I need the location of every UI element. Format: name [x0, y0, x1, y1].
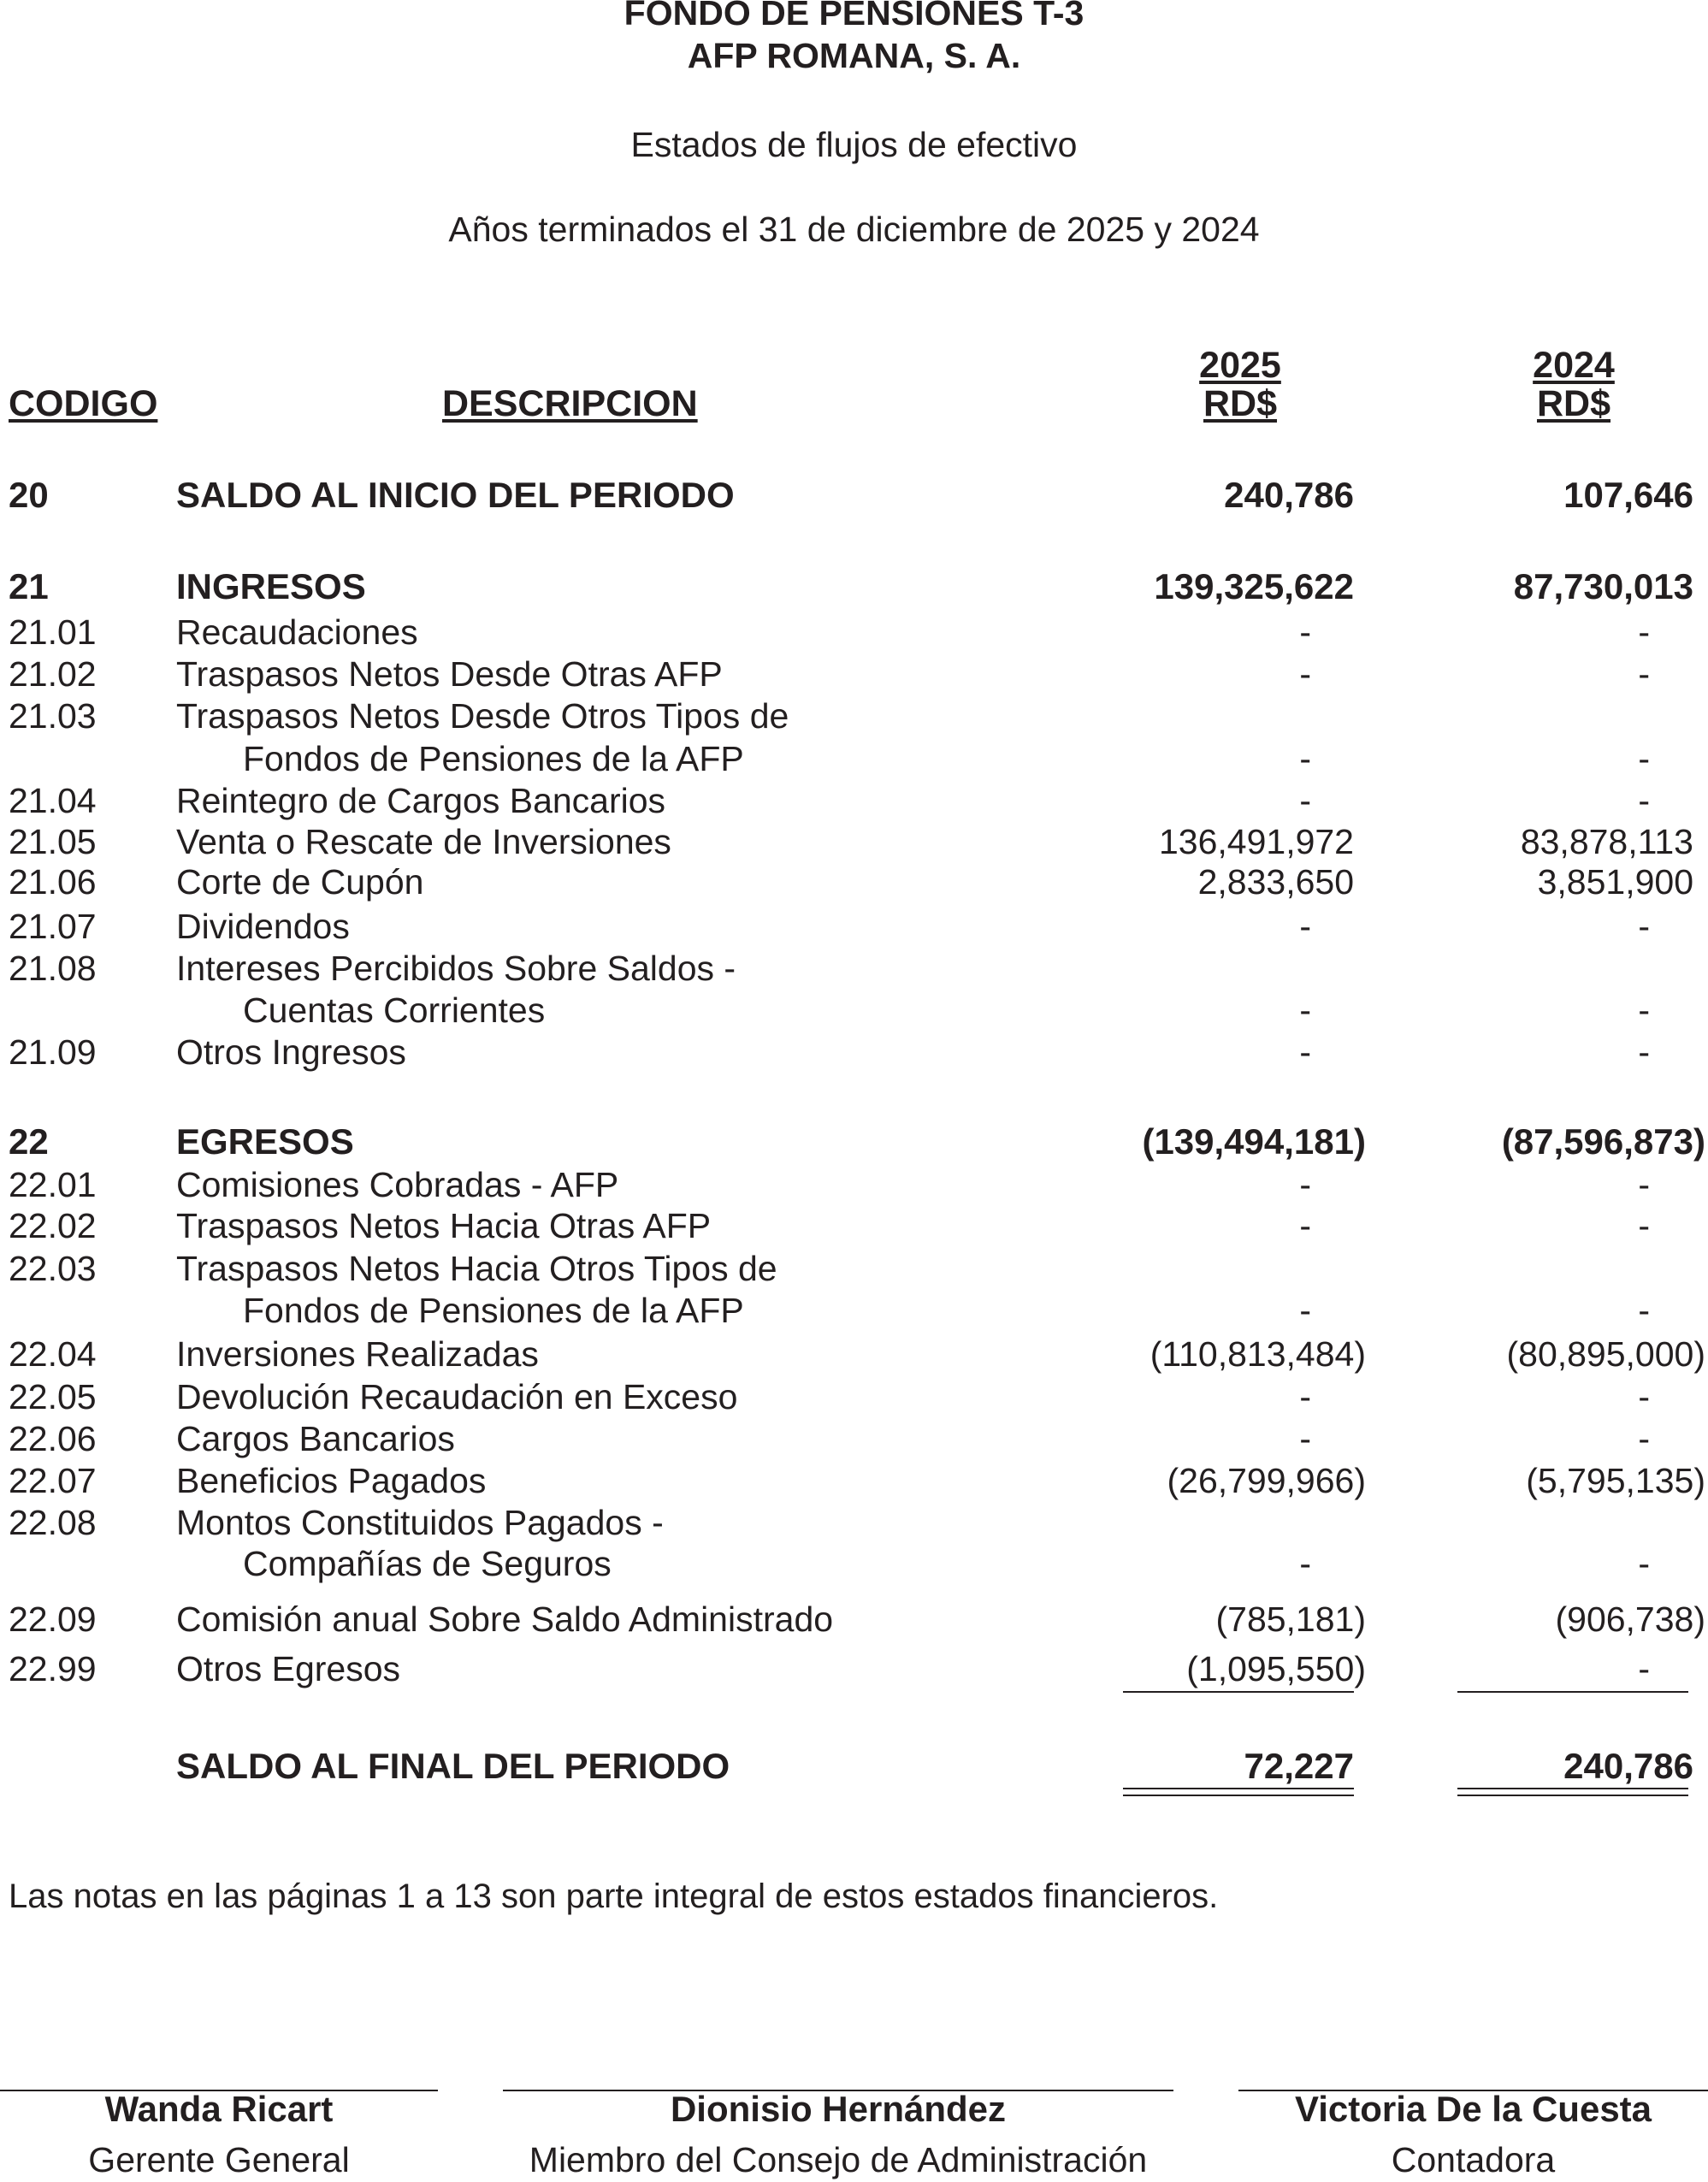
column-header-year-2024: 2024	[1533, 345, 1615, 386]
row-code: 21	[9, 566, 49, 606]
row-21-07	[0, 905, 1708, 948]
row-code: 22.01	[9, 1165, 97, 1204]
row-description: SALDO AL INICIO DEL PERIODO	[176, 475, 735, 515]
row-22-07	[0, 1459, 1708, 1502]
company-name: AFP ROMANA, S. A.	[687, 36, 1021, 75]
row-description: Traspasos Netos Desde Otras AFP	[176, 654, 723, 694]
row-21-03	[0, 695, 1708, 737]
value-2025: -	[1299, 1419, 1311, 1458]
subtotal-underline-2024	[1457, 1691, 1688, 1693]
row-description: Reintegro de Cargos Bancarios	[176, 781, 666, 820]
row-code: 21.08	[9, 949, 97, 988]
row-code: 21.09	[9, 1032, 97, 1072]
row-code: 22.04	[9, 1334, 97, 1374]
footnote: Las notas en las páginas 1 a 13 son parte integral de estos estados financieros.	[9, 1877, 1219, 1915]
value-2024: -	[1638, 1206, 1650, 1245]
row-21-03-continued	[0, 737, 1708, 780]
row-21-08	[0, 947, 1708, 990]
row-description-continued: Cuentas Corrientes	[243, 990, 546, 1030]
row-description: Traspasos Netos Hacia Otras AFP	[176, 1206, 712, 1245]
row-egresos	[0, 1121, 1708, 1163]
row-description: Otros Egresos	[176, 1649, 401, 1688]
row-description: Devolución Recaudación en Exceso	[176, 1377, 738, 1416]
row-22-01	[0, 1163, 1708, 1206]
row-description: Recaudaciones	[176, 612, 418, 652]
row-code: 22	[9, 1121, 49, 1162]
row-22-08-continued	[0, 1542, 1708, 1585]
value-2024: 3,851,900	[1537, 862, 1693, 902]
value-2025: -	[1299, 1165, 1311, 1204]
row-22-06	[0, 1417, 1708, 1460]
row-21-09	[0, 1031, 1708, 1073]
value-2024: -	[1638, 1544, 1650, 1583]
value-2024: -	[1638, 654, 1650, 694]
fund-title: FONDO DE PENSIONES T-3	[624, 0, 1084, 33]
value-2025: (110,813,484)	[1150, 1334, 1366, 1374]
value-2025: 72,227	[1244, 1746, 1354, 1786]
row-description: Dividendos	[176, 907, 350, 946]
row-22-99	[0, 1647, 1708, 1690]
row-description: SALDO AL FINAL DEL PERIODO	[176, 1746, 730, 1786]
value-2025: -	[1299, 612, 1311, 652]
value-2025: -	[1299, 1032, 1311, 1072]
total-double-underline-2024-a	[1457, 1788, 1688, 1789]
value-2024: -	[1638, 1649, 1650, 1688]
row-22-02	[0, 1204, 1708, 1247]
row-description: Comisión anual Sobre Saldo Administrado	[176, 1600, 834, 1639]
column-header-description: DESCRIPCION	[442, 383, 698, 424]
row-code: 21.01	[9, 612, 97, 652]
row-description: Comisiones Cobradas - AFP	[176, 1165, 619, 1204]
row-code: 22.08	[9, 1503, 97, 1542]
value-2024: -	[1638, 1165, 1650, 1204]
row-code: 21.02	[9, 654, 97, 694]
period-subtitle: Años terminados el 31 de diciembre de 2025 y 2024	[448, 210, 1260, 249]
total-double-underline-2025-b	[1123, 1795, 1354, 1796]
value-2025: -	[1299, 907, 1311, 946]
value-2024: -	[1638, 739, 1650, 778]
total-double-underline-2024-b	[1457, 1795, 1688, 1796]
signatory-name-3: Victoria De la Cuesta	[1294, 2089, 1652, 2129]
row-description-continued: Compañías de Seguros	[243, 1544, 612, 1583]
value-2024: -	[1638, 907, 1650, 946]
value-2024: -	[1638, 1291, 1650, 1330]
row-code: 22.02	[9, 1206, 97, 1245]
row-description: Traspasos Netos Desde Otros Tipos de	[176, 696, 789, 736]
row-21-08-continued	[0, 989, 1708, 1032]
row-ingresos	[0, 565, 1708, 608]
row-description: Otros Ingresos	[176, 1032, 406, 1072]
row-description: Montos Constituidos Pagados -	[176, 1503, 664, 1542]
row-code: 22.07	[9, 1461, 97, 1500]
value-2025: -	[1299, 654, 1311, 694]
row-description: Traspasos Netos Hacia Otros Tipos de	[176, 1249, 777, 1288]
row-description: Beneficios Pagados	[176, 1461, 487, 1500]
column-header-code: CODIGO	[9, 383, 158, 424]
value-2024: 240,786	[1563, 1746, 1693, 1786]
row-21-06	[0, 860, 1708, 903]
row-21-01	[0, 611, 1708, 653]
statement-title: Estados de flujos de efectivo	[630, 125, 1078, 164]
row-opening-balance	[0, 474, 1708, 517]
value-2024: 107,646	[1563, 475, 1693, 515]
row-code: 22.05	[9, 1377, 97, 1416]
row-22-05	[0, 1375, 1708, 1418]
row-code: 22.09	[9, 1600, 97, 1639]
row-description: Cargos Bancarios	[176, 1419, 455, 1458]
row-code: 21.07	[9, 907, 97, 946]
signatory-name-2: Dionisio Hernández	[670, 2089, 1007, 2129]
row-code: 22.03	[9, 1249, 97, 1288]
row-21-02	[0, 653, 1708, 695]
value-2024: -	[1638, 612, 1650, 652]
signatory-title-3: Contadora	[1391, 2140, 1556, 2179]
row-description-continued: Fondos de Pensiones de la AFP	[243, 1291, 744, 1330]
row-22-03-continued	[0, 1289, 1708, 1332]
column-header-currency-2025: RD$	[1203, 383, 1278, 424]
value-2024: (87,596,873)	[1501, 1121, 1705, 1162]
row-21-05	[0, 820, 1708, 863]
value-2025: 2,833,650	[1197, 862, 1354, 902]
signatory-name-1: Wanda Ricart	[104, 2089, 334, 2129]
row-22-09	[0, 1598, 1708, 1641]
value-2024: -	[1638, 1377, 1650, 1416]
row-code: 22.06	[9, 1419, 97, 1458]
row-description: Intereses Percibidos Sobre Saldos -	[176, 949, 736, 988]
row-code: 21.06	[9, 862, 97, 902]
column-header-currency-2024: RD$	[1536, 383, 1611, 424]
row-code: 21.05	[9, 822, 97, 861]
column-header-year-2025: 2025	[1199, 345, 1281, 386]
value-2025: -	[1299, 1291, 1311, 1330]
row-description: Inversiones Realizadas	[176, 1334, 539, 1374]
value-2024: -	[1638, 1419, 1650, 1458]
signatory-title-1: Gerente General	[88, 2140, 350, 2179]
value-2025: -	[1299, 739, 1311, 778]
value-2024: -	[1638, 781, 1650, 820]
value-2025: 240,786	[1224, 475, 1354, 515]
row-description: Venta o Rescate de Inversiones	[176, 822, 671, 861]
value-2024: 83,878,113	[1520, 822, 1693, 861]
signatory-title-2: Miembro del Consejo de Administración	[529, 2140, 1148, 2179]
value-2024: -	[1638, 990, 1650, 1030]
value-2024: 87,730,013	[1513, 566, 1693, 606]
row-description: Corte de Cupón	[176, 862, 424, 902]
value-2024: (80,895,000)	[1506, 1334, 1705, 1374]
value-2025: 136,491,972	[1158, 822, 1354, 861]
row-description-continued: Fondos de Pensiones de la AFP	[243, 739, 744, 778]
value-2025: (26,799,966)	[1167, 1461, 1366, 1500]
value-2025: -	[1299, 1544, 1311, 1583]
value-2025: (1,095,550)	[1186, 1649, 1366, 1688]
value-2025: 139,325,622	[1154, 566, 1354, 606]
row-code: 22.99	[9, 1649, 97, 1688]
row-21-04	[0, 779, 1708, 822]
row-code: 21.03	[9, 696, 97, 736]
row-code: 21.04	[9, 781, 97, 820]
row-22-08	[0, 1501, 1708, 1544]
row-description: INGRESOS	[176, 566, 366, 606]
subtotal-underline-2025	[1123, 1691, 1354, 1693]
value-2025: (785,181)	[1215, 1600, 1366, 1639]
value-2024: (5,795,135)	[1526, 1461, 1705, 1500]
row-22-03	[0, 1247, 1708, 1290]
value-2025: -	[1299, 990, 1311, 1030]
value-2024: (906,738)	[1555, 1600, 1705, 1639]
row-closing-balance	[0, 1745, 1708, 1788]
value-2025: -	[1299, 781, 1311, 820]
row-22-04	[0, 1333, 1708, 1375]
total-double-underline-2025-a	[1123, 1788, 1354, 1789]
value-2025: (139,494,181)	[1142, 1121, 1366, 1162]
value-2024: -	[1638, 1032, 1650, 1072]
value-2025: -	[1299, 1206, 1311, 1245]
row-description: EGRESOS	[176, 1121, 354, 1162]
row-code: 20	[9, 475, 49, 515]
value-2025: -	[1299, 1377, 1311, 1416]
